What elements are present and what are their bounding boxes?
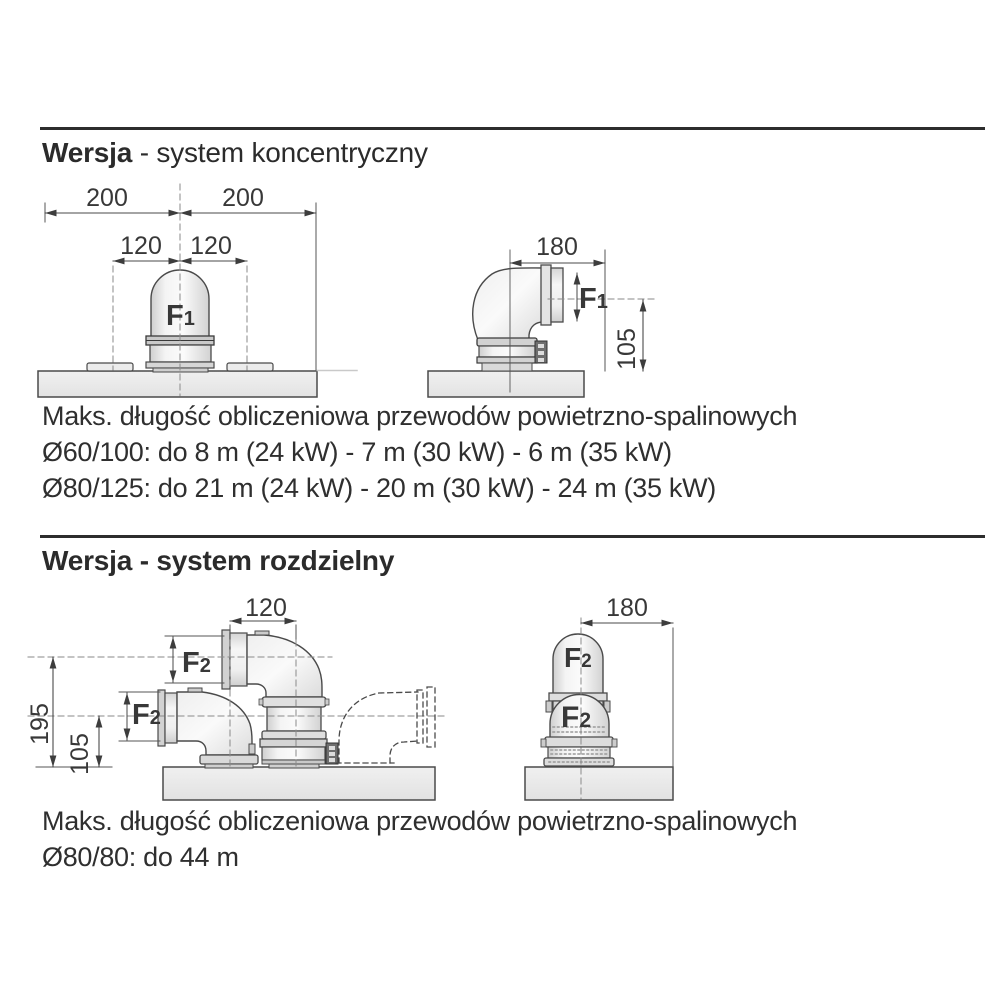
adapter-bottom-band xyxy=(262,760,325,764)
adapter-stub xyxy=(269,764,319,768)
dim-label-120: 120 xyxy=(245,594,287,622)
flue-label-f2-upper: F2 xyxy=(564,642,592,673)
collar-stub xyxy=(482,363,532,371)
coupling-ring xyxy=(262,697,326,707)
vertical-pipe xyxy=(267,707,321,731)
adapter-body xyxy=(262,747,325,760)
pipe-ring xyxy=(262,731,326,739)
elbow-flange xyxy=(541,265,551,325)
concentric-terminal-front-view xyxy=(38,184,357,397)
roof-slab xyxy=(428,371,584,397)
collar-ring-top xyxy=(545,737,613,747)
clamp-box xyxy=(326,743,338,764)
concentric-system-drawing xyxy=(0,170,1000,400)
flue-label-f1: F1 xyxy=(166,300,195,332)
dim-label-180: 180 xyxy=(606,594,648,622)
upper-elbow-body xyxy=(247,635,322,697)
upper-elbow-tab xyxy=(255,631,269,635)
separate-system-drawing xyxy=(0,586,1000,804)
collar-bottom-band xyxy=(477,357,537,363)
collar-body xyxy=(548,747,610,758)
section-title-rest: - system koncentryczny xyxy=(132,137,428,168)
elbow-body xyxy=(473,268,543,340)
flue-label-f1: F1 xyxy=(579,283,608,315)
dim-label-180: 180 xyxy=(536,233,578,261)
flue-label-f2-upper: F2 xyxy=(182,647,211,679)
lower-elbow-tab xyxy=(188,688,202,692)
lower-elbow xyxy=(158,688,258,768)
section-title-concentric xyxy=(42,137,428,169)
lower-elbow-ring xyxy=(200,755,258,764)
lower-elbow-side-tab xyxy=(249,744,255,754)
dim-label-120-right: 120 xyxy=(190,232,232,260)
upper-elbow-flange xyxy=(230,633,247,686)
lower-elbow-body xyxy=(177,692,252,755)
clamp-tab-left xyxy=(546,701,552,712)
flashing-plate-left xyxy=(87,363,133,371)
collar-body xyxy=(479,346,535,357)
alternative-elbow-dashed xyxy=(336,687,435,763)
elbow-outlet-cap xyxy=(551,268,563,322)
section-divider-top xyxy=(40,127,985,130)
note-line: Ø80/125: do 21 m (24 kW) - 20 m (30 kW) - 24 m (35 kW) xyxy=(42,473,716,503)
flue-label-f2-lower: F2 xyxy=(561,701,592,734)
section-title-bold: Wersja xyxy=(42,137,133,168)
lower-elbow-flange xyxy=(165,693,177,743)
note-line: Ø60/100: do 8 m (24 kW) - 7 m (30 kW) - 6 m (35 kW) xyxy=(42,437,672,467)
flue-label-f2-lower: F2 xyxy=(132,699,161,731)
note-line: Ø80/80: do 44 m xyxy=(42,842,239,872)
adapter-top-band xyxy=(260,739,327,747)
dim-label-105: 105 xyxy=(66,733,94,775)
lower-elbow-stub xyxy=(205,764,253,768)
concentric-terminal-side-view xyxy=(428,233,655,397)
boiler-top xyxy=(525,767,673,800)
clamp-box xyxy=(535,341,547,363)
separate-system-front-view xyxy=(525,594,673,800)
dim-label-105: 105 xyxy=(613,328,641,370)
section-divider-middle xyxy=(40,535,985,538)
note-line: Maks. długość obliczeniowa przewodów powietrzno-spalinowych xyxy=(42,401,798,431)
dim-label-120-left: 120 xyxy=(120,232,162,260)
dim-label-200-left: 200 xyxy=(86,184,128,212)
dim-label-195: 195 xyxy=(26,703,54,745)
upper-elbow-flange-cap xyxy=(222,630,230,689)
concentric-notes xyxy=(42,398,797,506)
collar-top-band xyxy=(477,338,537,346)
separate-system-side-view xyxy=(26,594,447,800)
flashing-plate-right xyxy=(227,363,273,371)
roof-slab xyxy=(38,371,317,397)
separate-notes xyxy=(42,803,797,875)
section-title-separate: Wersja - system rozdzielny xyxy=(42,545,395,576)
boiler-top xyxy=(163,767,435,800)
dim-label-200-right: 200 xyxy=(222,184,264,212)
note-line: Maks. długość obliczeniowa przewodów powietrzno-spalinowych xyxy=(42,806,798,836)
